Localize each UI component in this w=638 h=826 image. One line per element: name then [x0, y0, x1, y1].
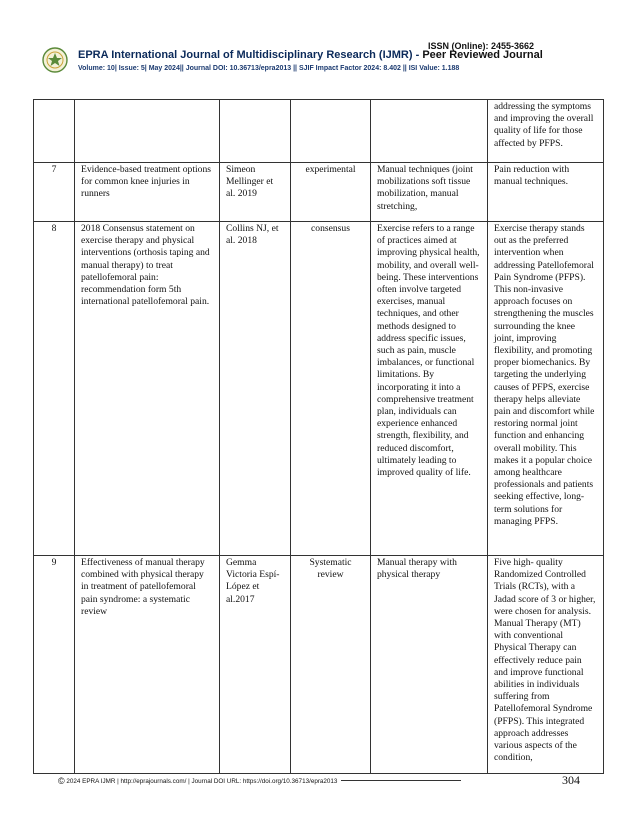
- footer-rule: [341, 780, 461, 781]
- study-outcome: Pain reduction with manual techniques.: [488, 163, 604, 222]
- study-title: [75, 100, 220, 163]
- row-number: 7: [34, 163, 75, 222]
- study-intervention: Exercise refers to a range of practices aimed at improving physical health, mobility, and overall well- being. These interventions often involve targeted exercises, manual techniques, and other methods designed to address specific issues, such as pain, muscle imbalances, or functional limitations. By incorporating it into a comprehensive treatment plan, individuals can experience enhanced strength, flexibility, and reduced discomfort, ultimately leading to improved quality of life.: [371, 222, 488, 556]
- study-title: Effectiveness of manual therapy combined with physical therapy in treatment of patellofemoral pain syndrome: a systematic review: [75, 556, 220, 774]
- study-design: [291, 100, 371, 163]
- row-number: 9: [34, 556, 75, 774]
- journal-title-main: EPRA International Journal of Multidisciplinary Research (IJMR) -: [78, 49, 423, 61]
- study-author: [220, 100, 291, 163]
- journal-title: [78, 49, 543, 61]
- study-title: 2018 Consensus statement on exercise therapy and physical interventions (orthosis taping and manual therapy) to treat patellofemoral pain: recommendation form 5th international patellofemoral pain.: [75, 222, 220, 556]
- page-header: [0, 0, 638, 80]
- table-row: [34, 556, 604, 774]
- study-intervention: Manual techniques (joint mobilizations soft tissue mobilization, manual stretching,: [371, 163, 488, 222]
- table-row: [34, 163, 604, 222]
- study-outcome: addressing the symptoms and improving the overall quality of life for those affected by PFPS.: [488, 100, 604, 163]
- study-title: Evidence-based treatment options for common knee injuries in runners: [75, 163, 220, 222]
- journal-meta: Volume: 10| Issue: 5| May 2024|| Journal DOI: 10.36713/epra2013 || SJIF Impact Factor 2024: 8.402 || ISI Value: 1.188: [78, 65, 460, 72]
- journal-title-suffix: Peer Reviewed Journal: [422, 49, 543, 61]
- study-outcome: Five high- quality Randomized Controlled Trials (RCTs), with a Jadad score of 3 or higher, were chosen for analysis. Manual Therapy (MT) with conventional Physical Therapy can effectively reduce pain and improve functional abilities in individuals suffering from Patellofemoral Syndrome (PFPS). This integrated approach addresses various aspects of the condition,: [488, 556, 604, 774]
- study-design: consensus: [291, 222, 371, 556]
- review-table: [33, 99, 604, 774]
- study-design: experimental: [291, 163, 371, 222]
- study-author: Gemma Victoria Espí-López et al.2017: [220, 556, 291, 774]
- page-number: 304: [562, 773, 580, 787]
- study-author: Collins NJ, et al. 2018: [220, 222, 291, 556]
- copyright-icon: ©: [58, 776, 65, 786]
- row-number: [34, 100, 75, 163]
- study-outcome: Exercise therapy stands out as the preferred intervention when addressing Patellofemoral Pain Syndrome (PFPS). This non-invasive approach focuses on strengthening the muscles surrounding the knee joint, improving flexibility, and promoting proper biomechanics. By targeting the underlying causes of PFPS, exercise therapy helps alleviate pain and discomfort while restoring normal joint function and enhancing overall mobility. This makes it a popular choice among healthcare professionals and patients seeking effective, long- term solutions for managing PFPS.: [488, 222, 604, 556]
- page-footer: [58, 775, 578, 789]
- study-intervention: Manual therapy with physical therapy: [371, 556, 488, 774]
- epra-logo-icon: [42, 47, 68, 73]
- study-author: Simeon Mellinger et al. 2019: [220, 163, 291, 222]
- study-design: Systematic review: [291, 556, 371, 774]
- table-row: [34, 100, 604, 163]
- study-intervention: [371, 100, 488, 163]
- footer-text: 2024 EPRA IJMR | http://eprajournals.com/ | Journal DOI URL: https://doi.org/10.36713/epra2013: [66, 778, 338, 785]
- row-number: 8: [34, 222, 75, 556]
- table-row: [34, 222, 604, 556]
- issn-label: ISSN (Online): 2455-3662: [427, 41, 534, 51]
